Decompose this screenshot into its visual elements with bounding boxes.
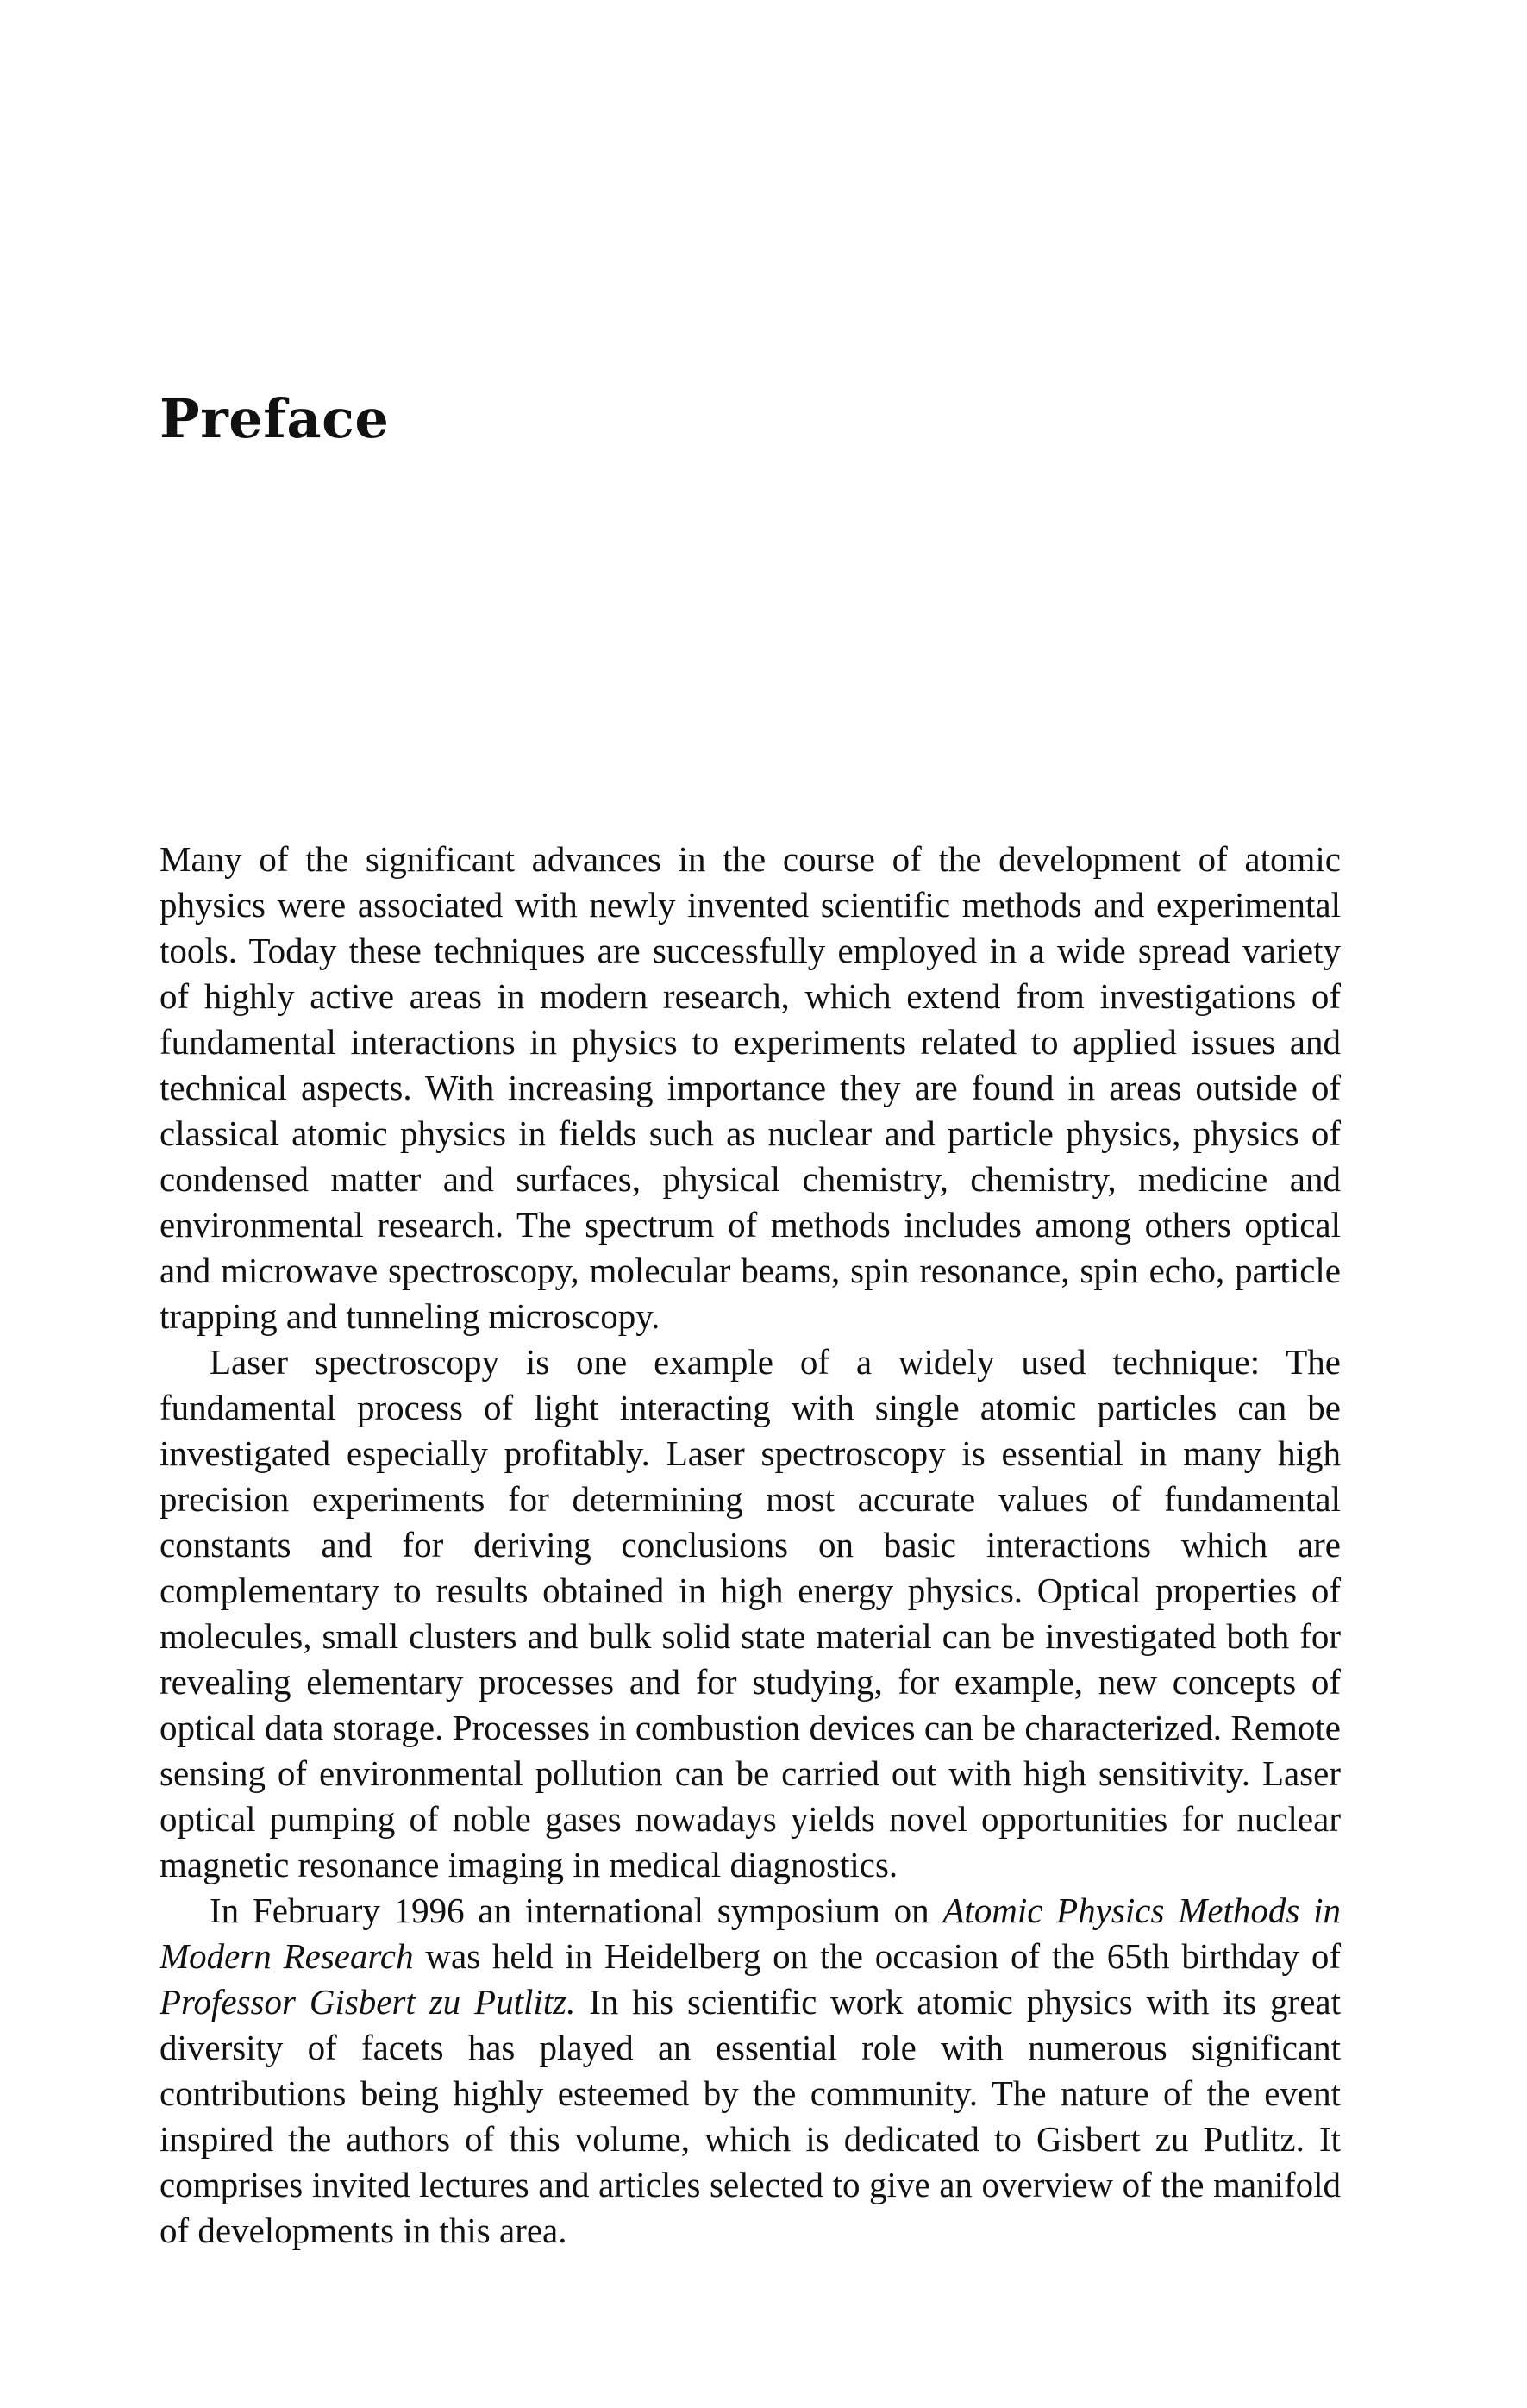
- preface-body: [160, 837, 1341, 2254]
- symposium-title: Atomic Physics Methods in Modern Research: [160, 1891, 1341, 1976]
- paragraph-text: was held in Heidelberg on the occasion of the 65th birthday of: [413, 1936, 1341, 1976]
- paragraph-3: [160, 1888, 1341, 2254]
- paragraph-2: [160, 1339, 1341, 1888]
- honoree-name: Professor Gisbert zu Putlitz.: [160, 1982, 576, 2022]
- paragraph-1: [160, 837, 1341, 1339]
- paragraph-text: Many of the significant advances in the course of the development of atomic physics were associated with newly invented scientific methods and experimental tools. Today these techniques are successfully employed in a wide spread variety of highly active areas in modern research, which extend from investigations of fundamental interactions in physics to experiments related to applied issues and technical aspects. With increasing importance they are found in areas outside of classical atomic physics in fields such as nuclear and particle physics, physics of condensed matter and surfaces, physical chemistry, chemistry, medicine and environmental research. The spectrum of methods includes among others optical and microwave spectroscopy, molecular beams, spin resonance, spin echo, particle trapping and tunneling microscopy.: [160, 839, 1341, 1336]
- page-title: Preface: [160, 387, 390, 450]
- paragraph-text: In February 1996 an international symposium on: [210, 1891, 943, 1930]
- paragraph-text: In his scientific work atomic physics with its great diversity of facets has played an essential role with numerous significant contributions being highly esteemed by the community. The nature of the event inspired the authors of this volume, which is dedicated to Gisbert zu Putlitz. It comprises invited lectures and articles selected to give an overview of the manifold of developments in this area.: [160, 1982, 1341, 2250]
- page: [160, 0, 1341, 2408]
- paragraph-text: Laser spectroscopy is one example of a widely used technique: The fundamental process of light interacting with single atomic particles can be investigated especially profitably. Laser spectroscopy is essential in many high precision experiments for determining most accurate values of fundamental constants and for deriving conclusions on basic interactions which are complementary to results obtained in high energy physics. Optical properties of molecules, small clusters and bulk solid state material can be investigated both for revealing elementary processes and for studying, for example, new concepts of optical data storage. Processes in combustion devices can be characterized. Remote sensing of environmental pollution can be carried out with high sensitivity. Laser optical pumping of noble gases nowadays yields novel opportunities for nuclear magnetic resonance imaging in medical diagnostics.: [160, 1342, 1341, 1884]
